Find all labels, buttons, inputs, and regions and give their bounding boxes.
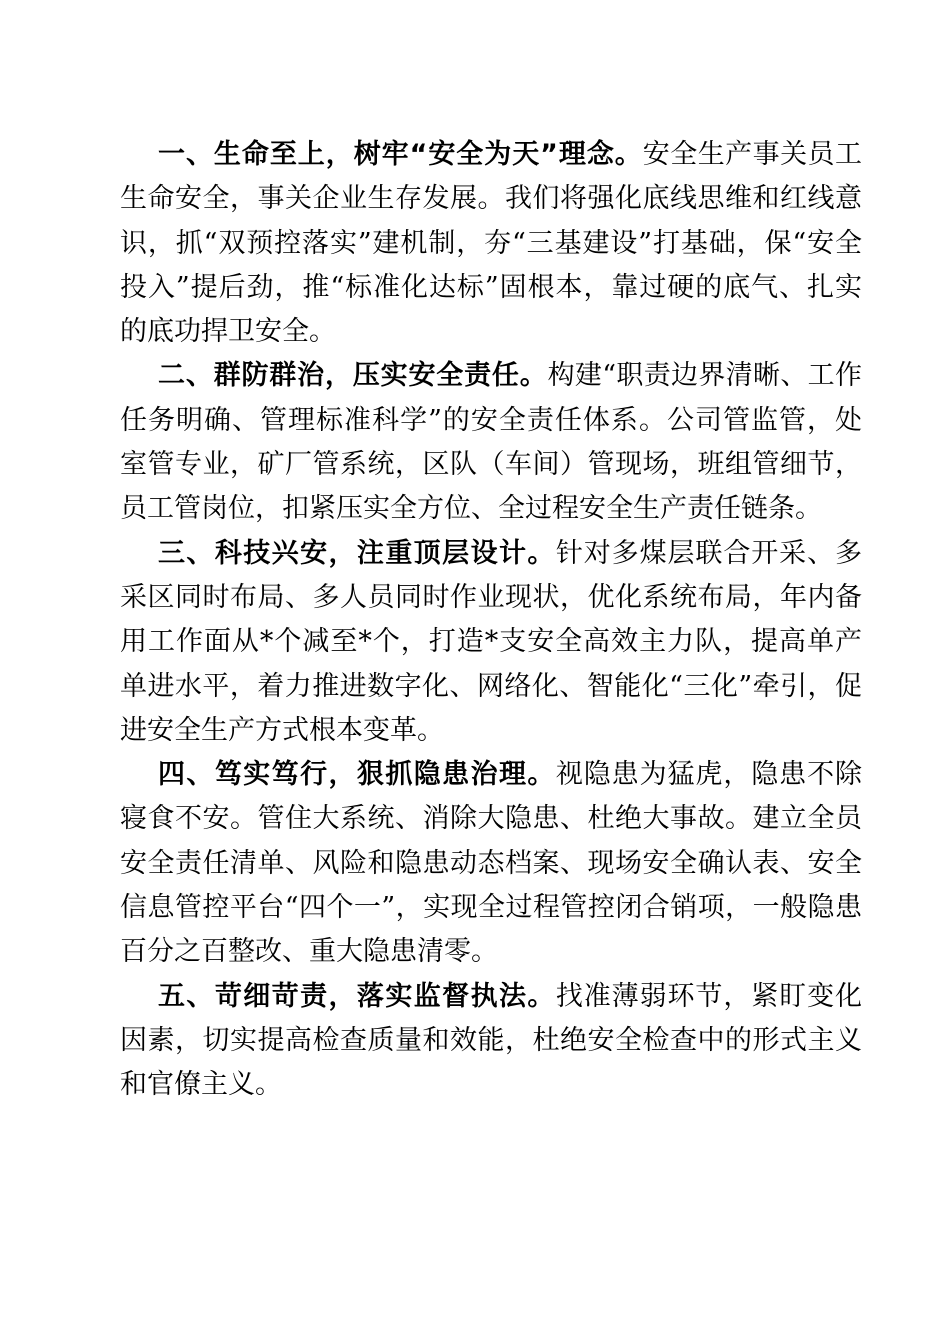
paragraph-hazard-control — [120, 753, 862, 974]
paragraph-technology — [120, 532, 862, 753]
document-body — [120, 133, 862, 1108]
paragraph-heading: 二、群防群治，压实安全责任。 — [158, 360, 548, 392]
paragraph-body: 针对多煤层联合开采、多采区同时布局、多人员同时作业现状，优化系统布局，年内备用工作面从*个减至*个，打造*支安全高效主力队，提高单产单进水平，着力推进数字化、网络化、智能化“三化”牵引，促进安全生产方式根本变革。 — [120, 537, 863, 746]
paragraph-heading: 五、苛细苛责，落实监督执法。 — [158, 980, 556, 1012]
paragraph-safety-concept — [120, 133, 862, 354]
paragraph-heading: 一、生命至上，树牢“安全为天”理念。 — [158, 139, 643, 170]
paragraph-body: 安全生产事关员工生命安全，事关企业生存发展。我们将强化底线思维和红线意识，抓“双预控落实”建机制，夯“三基建设”打基础，保“安全投入”提后劲，推“标准化达标”固根本，靠过硬的底气、扎实的底功捍卫安全。 — [120, 139, 863, 348]
paragraph-heading: 四、笃实笃行，狠抓隐患治理。 — [158, 759, 556, 791]
paragraph-body: 构建“职责边界清晰、工作任务明确、管理标准科学”的安全责任体系。公司管监管，处室管专业，矿厂管系统，区队（车间）管现场，班组管细节，员工管岗位，扣紧压实全方位、全过程安全生产责任链条。 — [120, 360, 862, 525]
paragraph-body: 视隐患为猛虎，隐患不除寝食不安。管住大系统、消除大隐患、杜绝大事故。建立全员安全责任清单、风险和隐患动态档案、现场安全确认表、安全信息管控平台“四个一”，实现全过程管控闭合销项，一般隐患百分之百整改、重大隐患清零。 — [120, 759, 863, 968]
paragraph-heading: 三、科技兴安，注重顶层设计。 — [158, 537, 556, 569]
paragraph-supervision — [120, 975, 862, 1108]
paragraph-body: 找准薄弱环节，紧盯变化因素，切实提高检查质量和效能，杜绝安全检查中的形式主义和官僚主义。 — [120, 980, 863, 1101]
paragraph-responsibility — [120, 354, 862, 531]
